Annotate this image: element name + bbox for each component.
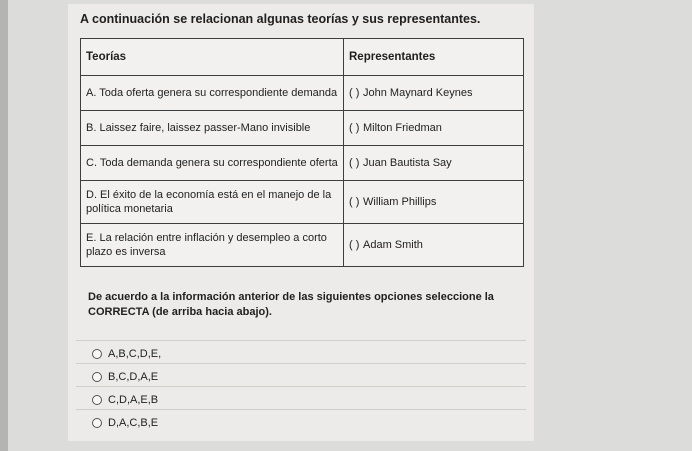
- radio-button-icon[interactable]: [92, 418, 102, 428]
- theory-cell: B. Laissez faire, laissez passer-Mano invisible: [81, 111, 344, 146]
- divider: [76, 386, 526, 387]
- theory-cell: D. El éxito de la economía está en el manejo de la política monetaria: [81, 181, 344, 224]
- table-header-row: [81, 39, 524, 76]
- intro-text: A continuación se relacionan algunas teorías y sus representantes.: [80, 12, 481, 26]
- radio-button-icon[interactable]: [92, 395, 102, 405]
- option-label: A,B,C,D,E,: [108, 348, 162, 360]
- match-blank: ( ): [349, 157, 360, 169]
- table-row: [81, 146, 524, 181]
- representative-cell: [344, 76, 524, 111]
- option-2[interactable]: [92, 371, 158, 383]
- divider: [76, 340, 526, 341]
- representative-name: Juan Bautista Say: [363, 157, 452, 169]
- option-label: D,A,C,B,E: [108, 417, 159, 429]
- radio-button-icon[interactable]: [92, 372, 102, 382]
- table-row: [81, 224, 524, 267]
- option-3[interactable]: [92, 394, 158, 406]
- representative-name: Adam Smith: [363, 239, 423, 251]
- match-blank: ( ): [349, 239, 360, 251]
- representative-cell: [344, 181, 524, 224]
- option-4[interactable]: [92, 417, 158, 429]
- representative-cell: [344, 111, 524, 146]
- table-row: [81, 111, 524, 146]
- match-blank: ( ): [349, 122, 360, 134]
- option-1[interactable]: [92, 348, 161, 360]
- divider: [76, 409, 526, 410]
- option-label: C,D,A,E,B: [108, 394, 159, 406]
- header-representatives: Representantes: [344, 39, 524, 76]
- option-label: B,C,D,A,E: [108, 371, 159, 383]
- table-row: [81, 181, 524, 224]
- header-theories: Teorías: [81, 39, 344, 76]
- theory-cell: C. Toda demanda genera su correspondiente oferta: [81, 146, 344, 181]
- theories-table: [80, 38, 524, 267]
- divider: [76, 363, 526, 364]
- window-edge: [0, 0, 8, 451]
- table-row: [81, 76, 524, 111]
- theory-cell: E. La relación entre inflación y desempleo a corto plazo es inversa: [81, 224, 344, 267]
- radio-button-icon[interactable]: [92, 349, 102, 359]
- representative-name: John Maynard Keynes: [363, 87, 473, 99]
- match-blank: ( ): [349, 196, 360, 208]
- representative-cell: [344, 146, 524, 181]
- representative-name: William Phillips: [363, 196, 437, 208]
- representative-cell: [344, 224, 524, 267]
- question-prompt: De acuerdo a la información anterior de las siguientes opciones seleccione la CORRECTA (de arriba hacia abajo).: [88, 291, 494, 318]
- theory-cell: A. Toda oferta genera su correspondiente demanda: [81, 76, 344, 111]
- representative-name: Milton Friedman: [363, 122, 442, 134]
- match-blank: ( ): [349, 87, 360, 99]
